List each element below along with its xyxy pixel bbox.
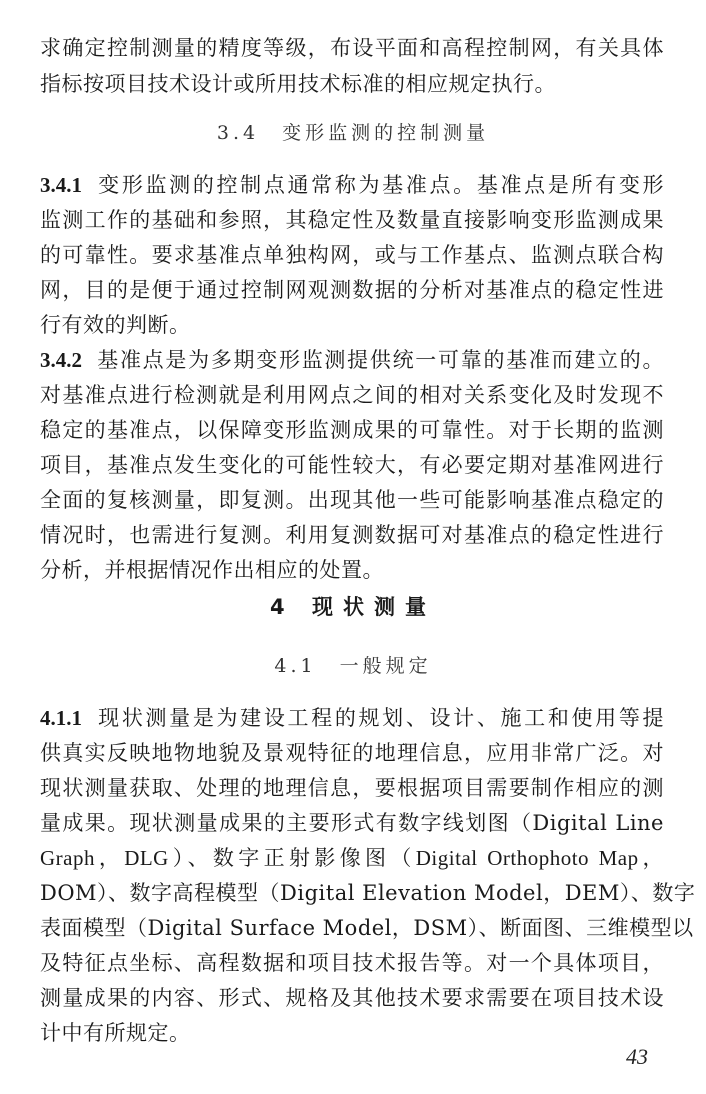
clause-4-1-1-line xyxy=(40,703,664,733)
paragraph-line: 对基准点进行检测就是利用网点之间的相对关系变化及时发现不 xyxy=(40,383,664,407)
paragraph-line: 计中有所规定。 xyxy=(40,1021,191,1045)
paragraph-line: 量成果。现状测量成果的主要形式有数字线划图（Digital Line xyxy=(40,811,664,835)
paragraph-line: 项目，基准点发生变化的可能性较大，有必要定期对基准网进行 xyxy=(40,453,664,477)
paragraph-line: 稳定的基准点，以保障变形监测成果的可靠性。对于长期的监测 xyxy=(40,418,664,442)
clause-3-4-2-line xyxy=(40,345,664,375)
paragraph-line: 及特征点坐标、高程数据和项目技术报告等。对一个具体项目， xyxy=(40,951,664,975)
paragraph-line: 全面的复核测量，即复测。出现其他一些可能影响基准点稳定的 xyxy=(40,488,664,512)
section-heading-3-4: 3.4 变形监测的控制测量 xyxy=(216,122,490,144)
paragraph-line: 现状测量获取、处理的地理信息，要根据项目需要制作相应的测 xyxy=(40,776,664,800)
paragraph-line: 行有效的判断。 xyxy=(40,313,191,337)
paragraph-line: 测量成果的内容、形式、规格及其他技术要求需要在项目技术设 xyxy=(40,986,664,1010)
paragraph-line: DOM）、数字高程模型（Digital Elevation Model，DEM）、数字 xyxy=(40,881,696,905)
paragraph-line: 指标按项目技术设计或所用技术标准的相应规定执行。 xyxy=(40,72,556,96)
paragraph-line: Graph，DLG）、数字正射影像图（Digital Orthophoto Map， xyxy=(40,846,664,870)
paragraph-line: 监测工作的基础和参照，其稳定性及数量直接影响变形监测成果 xyxy=(40,208,664,232)
clause-text: 变形监测的控制点通常称为基准点。基准点是所有变形 xyxy=(96,173,664,197)
paragraph-line: 表面模型（Digital Surface Model，DSM）、断面图、三维模型以 xyxy=(40,916,694,940)
paragraph-line: 供真实反映地物地貌及景观特征的地理信息，应用非常广泛。对 xyxy=(40,741,664,765)
paragraph-line: 求确定控制测量的精度等级，布设平面和高程控制网，有关具体 xyxy=(40,36,664,60)
clause-number: 3.4.2 xyxy=(40,348,82,372)
paragraph-line: 网，目的是便于通过控制网观测数据的分析对基准点的稳定性进 xyxy=(40,278,664,302)
clause-number: 3.4.1 xyxy=(40,173,82,197)
clause-3-4-1-line xyxy=(40,170,664,200)
clause-text: 基准点是为多期变形监测提供统一可靠的基准而建立的。 xyxy=(96,348,664,372)
clause-text: 现状测量是为建设工程的规划、设计、施工和使用等提 xyxy=(96,706,664,730)
chapter-heading-4: 4 现状测量 xyxy=(270,595,436,619)
page-number: 43 xyxy=(626,1044,648,1069)
section-heading-4-1: 4.1 一般规定 xyxy=(274,655,432,677)
clause-number: 4.1.1 xyxy=(40,706,82,730)
paragraph-line: 分析，并根据情况作出相应的处置。 xyxy=(40,558,384,582)
paragraph-line: 情况时，也需进行复测。利用复测数据可对基准点的稳定性进行 xyxy=(40,523,664,547)
paragraph-line: 的可靠性。要求基准点单独构网，或与工作基点、监测点联合构 xyxy=(40,243,664,267)
